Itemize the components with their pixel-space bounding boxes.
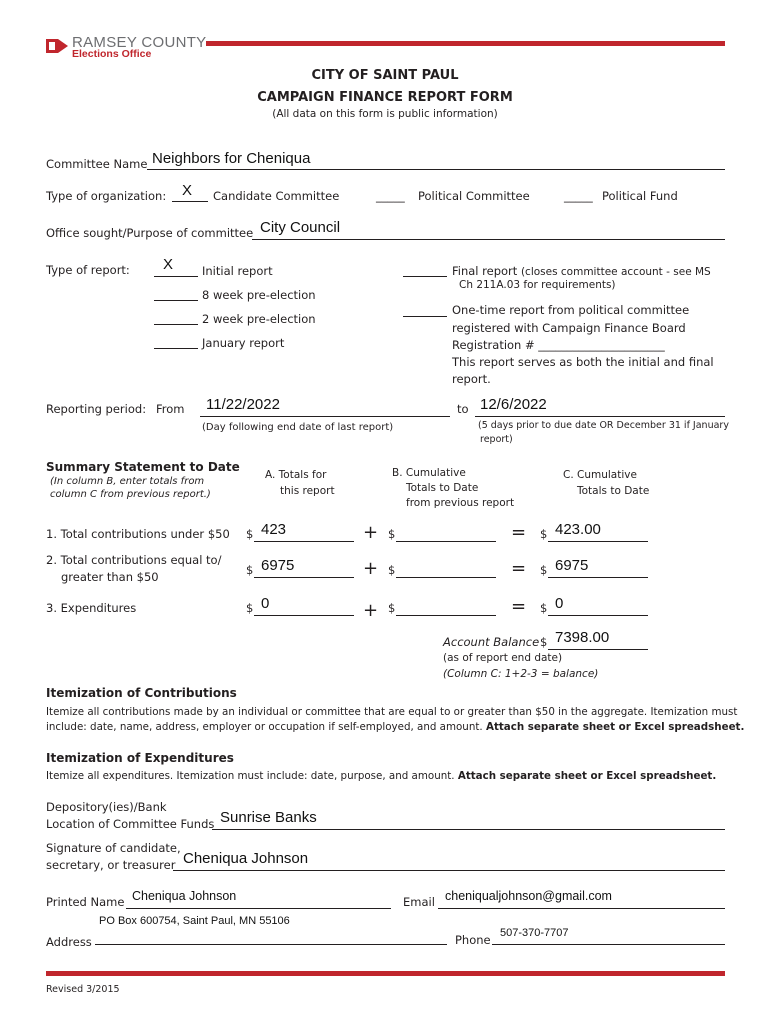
col-a-header1: A. Totals for [265, 469, 327, 481]
row1-equals: = [511, 522, 527, 543]
row2-a-value: 6975 [261, 557, 295, 574]
committee-name-field[interactable] [147, 169, 725, 170]
row3-c-value: 0 [555, 595, 564, 612]
form-title-line2: CAMPAIGN FINANCE REPORT FORM [257, 90, 513, 105]
signature-value: Cheniqua Johnson [183, 850, 309, 867]
col-c-header1: C. Cumulative [563, 469, 637, 481]
row1-b-currency: $ [388, 527, 396, 541]
row2-equals: = [511, 558, 527, 579]
row3-c-field[interactable] [548, 615, 648, 616]
to-date-note1: (5 days prior to due date OR December 31 if January [478, 420, 729, 431]
row2-a-field[interactable] [254, 577, 354, 578]
phone-label: Phone [455, 933, 491, 947]
form-title-note: (All data on this form is public information) [272, 108, 498, 120]
address-value: PO Box 600754, Saint Paul, MN 55106 [99, 915, 290, 927]
row2-label2: greater than $50 [61, 570, 159, 584]
onetime-report-checkbox[interactable] [403, 316, 447, 317]
row1-label: 1. Total contributions under $50 [46, 527, 230, 541]
final-report-checkbox[interactable] [403, 276, 447, 277]
row2-c-field[interactable] [548, 577, 648, 578]
row2-a-currency: $ [246, 563, 254, 577]
address-field[interactable] [95, 944, 447, 945]
phone-field[interactable] [492, 944, 725, 945]
january-label: January report [202, 336, 285, 350]
onetime-line4: This report serves as both the initial and final [452, 355, 714, 369]
summary-note2: column C from previous report.) [50, 489, 211, 500]
to-date-value: 12/6/2022 [480, 396, 547, 413]
week2-label: 2 week pre-election [202, 312, 316, 326]
footer-rule [46, 971, 725, 976]
itemization-exp-attach: Attach separate sheet or Excel spreadsheet. [457, 770, 717, 782]
to-date-field[interactable] [475, 416, 725, 417]
col-b-header1: B. Cumulative [392, 467, 466, 479]
row2-b-field[interactable] [396, 577, 496, 578]
from-label: From [156, 402, 185, 416]
header-rule [206, 41, 725, 46]
final-report-note: (closes committee account - see MS [520, 266, 711, 278]
itemization-contrib-title: Itemization of Contributions [46, 686, 237, 700]
report-type-label: Type of report: [46, 263, 130, 277]
to-label: to [457, 402, 469, 416]
account-balance-note1: (as of report end date) [443, 652, 563, 664]
week2-checkbox[interactable] [154, 324, 198, 325]
political-committee-label: Political Committee [418, 189, 530, 203]
office-sought-field[interactable] [252, 239, 725, 240]
office-sought-value: City Council [260, 219, 341, 236]
bank-label1: Depository(ies)/Bank [46, 800, 167, 814]
row2-c-currency: $ [540, 563, 548, 577]
address-label: Address [46, 935, 92, 949]
row1-plus: + [363, 522, 379, 543]
row3-a-currency: $ [246, 601, 254, 615]
row1-b-field[interactable] [396, 541, 496, 542]
revised-date: Revised 3/2015 [46, 984, 120, 995]
signature-label1: Signature of candidate, [46, 841, 181, 855]
onetime-line2: registered with Campaign Finance Board [452, 321, 686, 335]
org-type-label: Type of organization: [46, 189, 167, 203]
initial-report-checkbox[interactable] [154, 276, 198, 277]
form-title-line1: CITY OF SAINT PAUL [311, 68, 459, 83]
from-date-value: 11/22/2022 [206, 396, 280, 413]
signature-field[interactable] [173, 870, 725, 871]
week8-checkbox[interactable] [154, 300, 198, 301]
col-b-header2: Totals to Date [406, 482, 479, 494]
itemization-contrib-attach: Attach separate sheet or Excel spreadsheet. [485, 721, 745, 733]
row2-label: 2. Total contributions equal to/ [46, 553, 222, 567]
office-name: Elections Office [72, 48, 152, 60]
committee-name-value: Neighbors for Cheniqua [152, 150, 311, 167]
committee-name-label: Committee Name [46, 157, 148, 171]
row3-plus: + [363, 600, 379, 621]
row2-c-value: 6975 [555, 557, 589, 574]
onetime-line1: One-time report from political committee [452, 303, 690, 317]
row1-c-field[interactable] [548, 541, 648, 542]
col-b-header3: from previous report [406, 497, 515, 509]
candidate-committee-mark: X [182, 182, 193, 199]
printed-name-field[interactable] [126, 908, 391, 909]
row1-c-value: 423.00 [555, 521, 601, 538]
row3-label: 3. Expenditures [46, 601, 137, 615]
summary-title: Summary Statement to Date [46, 460, 240, 474]
email-field[interactable] [438, 908, 725, 909]
summary-note1: (In column B, enter totals from [50, 476, 205, 487]
political-fund-label: Political Fund [602, 189, 678, 203]
signature-label2: secretary, or treasurer [46, 858, 176, 872]
row3-b-field[interactable] [396, 615, 496, 616]
reporting-period-label: Reporting period: [46, 402, 147, 416]
itemization-contrib-text1: Itemize all contributions made by an individual or committee that are equal to or greater than $50 in the aggregate. Itemization must [46, 706, 738, 718]
office-sought-label: Office sought/Purpose of committee [46, 226, 254, 240]
onetime-line5: report. [452, 372, 491, 386]
row1-c-currency: $ [540, 527, 548, 541]
bank-value: Sunrise Banks [220, 809, 317, 826]
row3-equals: = [511, 596, 527, 617]
row3-a-value: 0 [261, 595, 270, 612]
from-date-note: (Day following end date of last report) [202, 422, 394, 433]
final-report-title: Final report [452, 264, 518, 278]
row3-c-currency: $ [540, 601, 548, 615]
account-balance-label: Account Balance [443, 635, 540, 649]
account-balance-note2: (Column C: 1+2-3 = balance) [443, 668, 599, 680]
email-label: Email [403, 895, 435, 909]
week8-label: 8 week pre-election [202, 288, 316, 302]
to-date-note2: report) [480, 434, 513, 445]
printed-name-value: Cheniqua Johnson [132, 889, 237, 903]
row3-b-currency: $ [388, 601, 396, 615]
political-fund-blank[interactable]: _____ [564, 189, 593, 203]
political-committee-blank[interactable]: _____ [376, 189, 405, 203]
account-balance-currency: $ [540, 635, 548, 649]
row2-plus: + [363, 558, 379, 579]
itemization-contrib-text2: include: date, name, address, employer or occupation if self-employed, and amount. [46, 721, 483, 733]
row1-a-currency: $ [246, 527, 254, 541]
onetime-registration[interactable]: Registration # ______________________ [452, 338, 665, 352]
org-name: RAMSEY COUNTY [72, 34, 207, 51]
bank-label2: Location of Committee Funds [46, 817, 215, 831]
ramsey-logo-icon [44, 36, 70, 56]
candidate-committee-label: Candidate Committee [213, 189, 340, 203]
from-date-field[interactable] [200, 416, 450, 417]
final-report-note2: Ch 211A.03 for requirements) [459, 279, 616, 291]
printed-name-label: Printed Name [46, 895, 125, 909]
itemization-exp-text-wrap [46, 770, 716, 782]
itemization-exp-text: Itemize all expenditures. Itemization must include: date, purpose, and amount. [46, 770, 455, 782]
candidate-committee-checkbox[interactable] [172, 201, 208, 202]
row1-a-value: 423 [261, 521, 287, 538]
january-checkbox[interactable] [154, 348, 198, 349]
col-a-header2: this report [280, 485, 335, 497]
phone-value: 507-370-7707 [500, 927, 569, 939]
account-balance-value: 7398.00 [555, 629, 610, 646]
col-c-header2: Totals to Date [577, 485, 650, 497]
itemization-exp-title: Itemization of Expenditures [46, 751, 234, 765]
row1-a-field[interactable] [254, 541, 354, 542]
bank-field[interactable] [212, 829, 725, 830]
initial-report-label: Initial report [202, 264, 273, 278]
itemization-contrib-text2-wrap [46, 721, 744, 733]
row2-b-currency: $ [388, 563, 396, 577]
email-value: cheniqualjohnson@gmail.com [445, 889, 612, 903]
row3-a-field[interactable] [254, 615, 354, 616]
final-report-label [452, 264, 711, 278]
initial-report-mark: X [163, 256, 174, 273]
account-balance-field[interactable] [548, 649, 648, 650]
